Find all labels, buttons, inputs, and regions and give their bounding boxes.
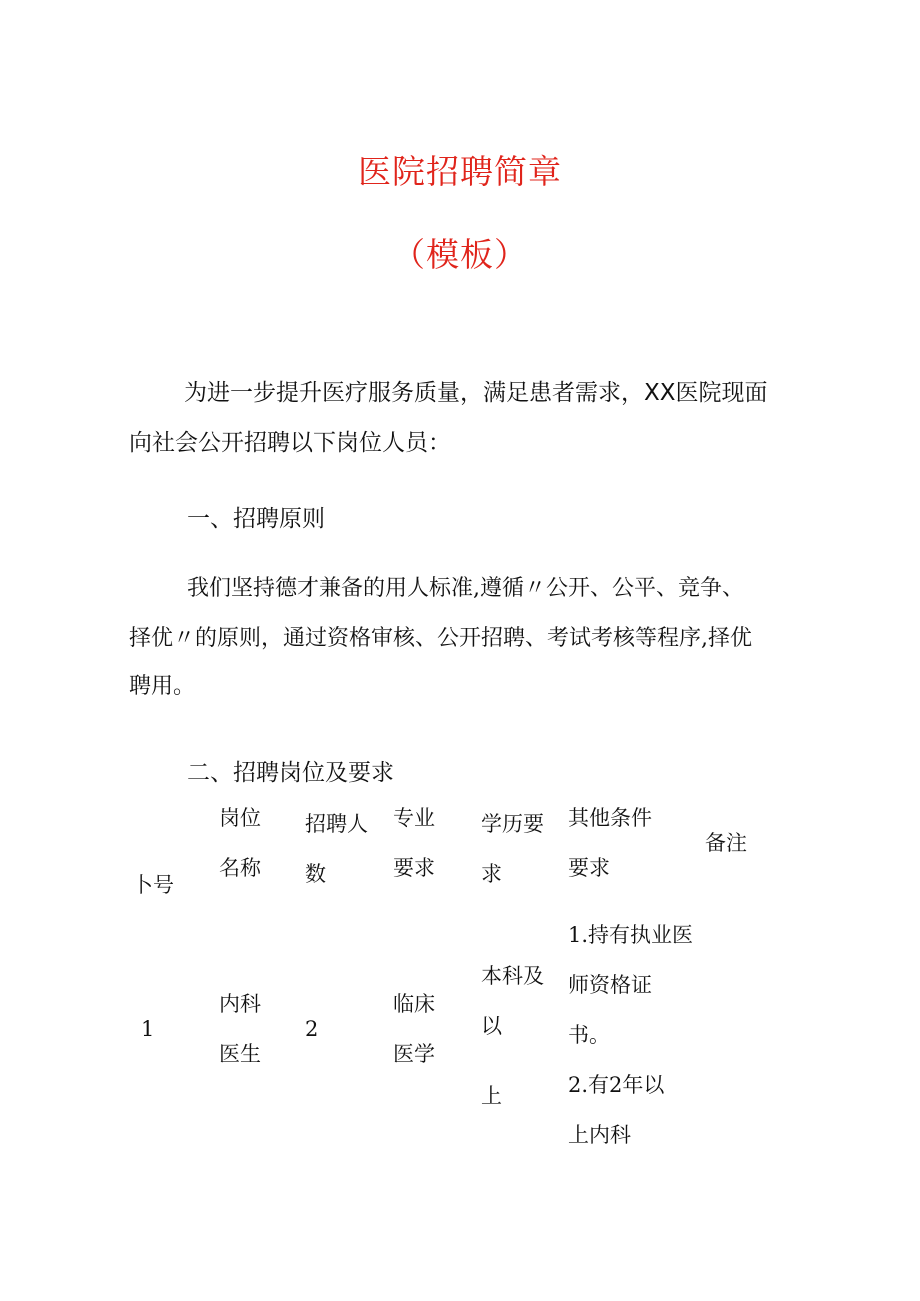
- header-remark: 备注: [705, 831, 747, 855]
- intro-line-1: 为进一步提升医疗服务质量，满足患者需求，XX医院现面: [184, 380, 768, 406]
- row1-education: 本科及 以 上: [481, 964, 544, 1108]
- row1-other: 1.持有执业医 师资格证 书。 2.有2年以 上内科: [568, 923, 694, 1147]
- header-other: 其他条件 要求: [568, 806, 652, 880]
- row1-major: 临床 医学: [393, 992, 435, 1066]
- header-seq: 卜号: [132, 873, 174, 897]
- principles-line-3: 聘用。: [129, 674, 196, 699]
- principles-line-1: 我们坚持德才兼备的用人标准,遵循〃公开、公平、竞争、: [187, 576, 744, 601]
- document-subtitle: （模板）: [392, 235, 528, 274]
- header-major: 专业 要求: [393, 806, 435, 880]
- header-position: 岗位 名称: [219, 806, 261, 880]
- row1-position: 内科 医生: [219, 992, 261, 1066]
- document-title: 医院招聘简章: [358, 152, 562, 191]
- row1-seq: 1: [141, 1017, 155, 1041]
- row1-count: 2: [305, 1017, 319, 1041]
- section-heading-principles: 一、招聘原则: [187, 506, 325, 532]
- header-education: 学历要 求: [481, 812, 544, 886]
- section-heading-positions: 二、招聘岗位及要求: [187, 760, 394, 786]
- principles-line-2: 择优〃的原则，通过资格审核、公开招聘、考试考核等程序,择优: [129, 626, 752, 651]
- header-count: 招聘人 数: [305, 812, 368, 886]
- intro-line-2: 向社会公开招聘以下岗位人员：: [129, 430, 451, 456]
